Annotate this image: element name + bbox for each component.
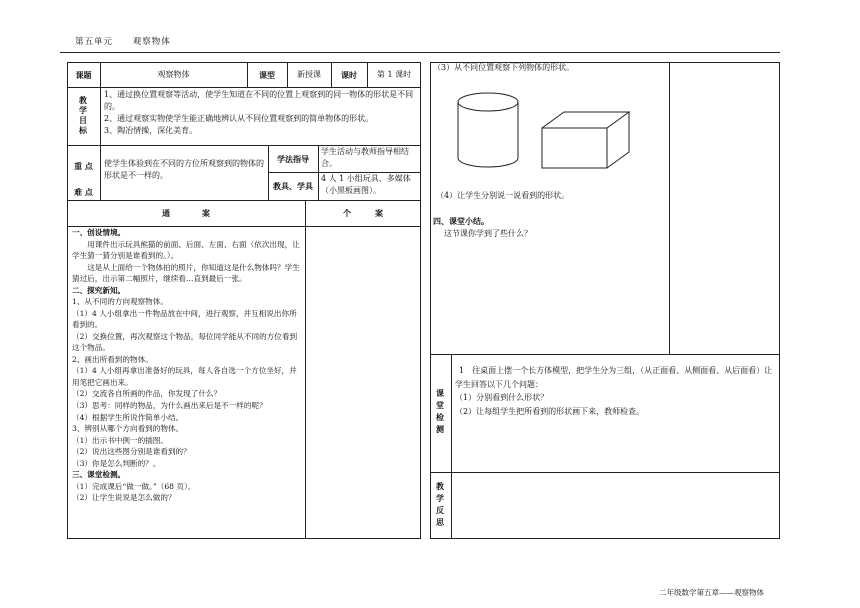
goal-item: 3、陶冶情操，深化美育。 (104, 126, 198, 135)
lesson-line: （1）完成课后“做一做。”（68 页）。 (72, 481, 196, 491)
method-value: 学生活动与教师指导相结合。 (321, 147, 409, 168)
lesson-line: （2）让学生说说是怎么做的？ (72, 493, 176, 503)
lesson-line: （3）你是怎么判断的？。 (72, 458, 161, 468)
col-line (318, 145, 319, 200)
check-content (455, 364, 775, 418)
lesson-line: （2）说出这些图分别是谁看到的？ (72, 447, 191, 457)
page-footer: 二年级数学第五章——观察物体 (659, 588, 764, 597)
goal-item: 1、通过换位置观察等活动，使学生知道在不同的位置上观察到的同一物体的形状是不同的。 (104, 90, 414, 111)
key-text: 使学生体验到在不同的方位所观察到的物体的形状是不一样的。 (104, 159, 264, 180)
period-value: 第 1 课时 (376, 69, 412, 79)
row-line (430, 354, 780, 355)
goals-content (104, 89, 418, 145)
lesson-line: 2、画出所看到的物体。 (72, 354, 153, 364)
lesson-line: （1）出示书中例一的插图。 (72, 435, 168, 445)
unit-label: 第五单元 (75, 37, 114, 47)
page-header (75, 36, 187, 49)
check-label-cell (430, 354, 451, 472)
personal-plan-header: 个 案 (343, 208, 383, 218)
type-value: 新授课 (297, 69, 321, 79)
lesson-body (72, 227, 302, 504)
lesson-line: （2）交流各自所画的作品，你发现了什么？ (72, 389, 222, 399)
difficulty-label: 难 点 (74, 187, 93, 197)
cuboid-figure (542, 112, 629, 168)
check-item: （2）让每组学生把所看到的形状画下来，教师检查。 (455, 406, 645, 416)
question-3: （3）从不同位置观察下列物体的形状。 (433, 63, 575, 72)
lesson-line: 1、从不同的方向观察物体。 (72, 297, 168, 307)
period-label: 课时 (341, 69, 357, 80)
row-line (430, 472, 780, 473)
check-item: （1）分别看到什么形状？ (455, 393, 549, 403)
topic-label: 课题 (75, 69, 92, 80)
lesson-line: 这是从上面给一个物体拍的照片，你知道这是什么物体吗？学生猜过后，出示第二幅照片，继续看…直到最后一张。 (72, 262, 300, 284)
summary-text: 这节课你学到了些什么？ (444, 229, 532, 238)
goal-item: 2、通过观察实物使学生能正确地辨认从不同位置观察到的简单物体的形状。 (104, 114, 374, 123)
common-plan-header: 通 案 (162, 208, 210, 218)
header-rule (60, 52, 780, 53)
key-label: 重 点 (74, 161, 93, 171)
col-line (451, 354, 452, 539)
lesson-section-title: 二、探究新知。 (72, 285, 126, 295)
col-line (305, 200, 306, 539)
lesson-line: （3）思考：同样的物品，为什么画出来后是不一样的呢？ (72, 400, 267, 410)
type-label: 课型 (259, 69, 275, 80)
method-label: 学法指导 (277, 153, 309, 164)
question-4: （4）让学生分别说一说看到的形状。 (436, 191, 570, 200)
solid-shapes-figure (452, 88, 652, 178)
check-item: 1 往桌面上摆一个长方体模型，把学生分为三组，（从正面看、从侧面看、从后面看）让学生回答以下几个问题： (455, 366, 773, 389)
cylinder-figure (458, 93, 518, 167)
lesson-line: （2）交换位置，再次观察这个物品，每位同学能从不同的方位看到这个物品。 (72, 331, 298, 353)
goals-label-cell (67, 87, 100, 145)
col-line (669, 62, 670, 354)
check-label: 课堂检测 (435, 389, 446, 437)
key-label-cell (67, 145, 100, 200)
lesson-line: （1）4 人小组再拿出准备好的玩具，每人各自选一个方位坐好，并用笔把它画出来。 (72, 366, 297, 387)
lesson-line: 3、辨别从哪个方向看到的物体。 (72, 424, 184, 434)
lesson-line: （1）4 人小组拿出一件物品放在中间，进行观察，并互相说出你所看到的。 (72, 308, 297, 330)
lesson-section-title: 三、课堂检测。 (72, 470, 126, 480)
summary-title: 四、课堂小结。 (433, 216, 489, 226)
lesson-section-title: 一、创设情境。 (72, 228, 126, 237)
lesson-line: （4）根据学生所说作简单小结。 (72, 412, 184, 422)
topic-value: 观察物体 (157, 69, 190, 79)
lesson-line: 用课件出示玩具熊猫的前面、后面、左面、右面（依次出现，让学生猜一猜分别是谁看到的。）。 (72, 239, 300, 261)
unit-title: 观察物体 (132, 37, 171, 47)
tools-label: 教具、学具 (273, 181, 313, 191)
tools-value: 4 人 1 小组玩具、多媒体（小黑板画图）。 (321, 174, 411, 195)
row-line (67, 87, 421, 88)
goals-label: 教学目标 (78, 96, 89, 136)
reflect-label-cell (430, 472, 451, 539)
reflect-label: 教学反思 (435, 481, 446, 530)
